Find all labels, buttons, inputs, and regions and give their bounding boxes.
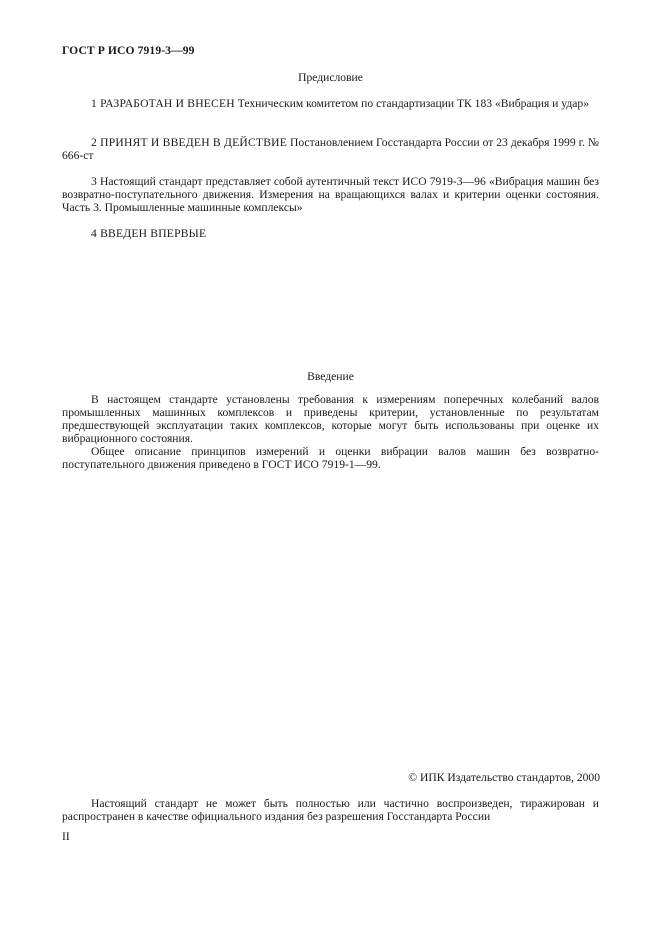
foreword-item-text: Постановлением Госстандарта России от 23 декабря 1999 г. № 666-ст (62, 136, 599, 162)
document-code-header: ГОСТ Р ИСО 7919-3—99 (62, 44, 195, 57)
copyright-line: © ИПК Издательство стандартов, 2000 (408, 771, 600, 784)
foreword-item-caps: 4 ВВЕДЕН ВПЕРВЫЕ (91, 227, 207, 240)
foreword-title: Предисловие (298, 71, 363, 84)
introduction-title: Введение (307, 370, 354, 383)
foreword-item (62, 136, 599, 162)
foreword-item (62, 227, 599, 240)
foreword-item (62, 175, 599, 214)
introduction-paragraph: Общее описание принципов измерений и оценки вибрации валов машин без возвратно-поступательного движения приведено в ГОСТ ИСО 7919-1—99. (62, 445, 599, 471)
foreword-item-caps: 2 ПРИНЯТ И ВВЕДЕН В ДЕЙСТВИЕ (91, 136, 287, 149)
introduction-paragraph: В настоящем стандарте установлены требования к измерениям поперечных колебаний валов промышленных машинных комплексов и приведены критерии, установленные по результатам предшествующей эксплуатации таких комплексов, которые могут быть использованы при оценке их вибрационного состояния. (62, 393, 599, 445)
foreword-item (62, 97, 599, 110)
page-number: II (62, 830, 70, 843)
foreword-item-text: 3 Настоящий стандарт представляет собой аутентичный текст ИСО 7919-3—96 «Вибрация машин без возвратно-поступательного движения. Измерения на вращающихся валах и критерии оценки состояния. Часть 3. Промышленные машинные комплексы» (62, 175, 599, 214)
foreword-item-caps: 1 РАЗРАБОТАН И ВНЕСЕН (91, 97, 235, 110)
reproduction-notice: Настоящий стандарт не может быть полностью или частично воспроизведен, тиражирован и распространен в качестве официального издания без разрешения Госстандарта России (62, 797, 599, 823)
foreword-item-text: Техническим комитетом по стандартизации ТК 183 «Вибрация и удар» (234, 97, 589, 110)
